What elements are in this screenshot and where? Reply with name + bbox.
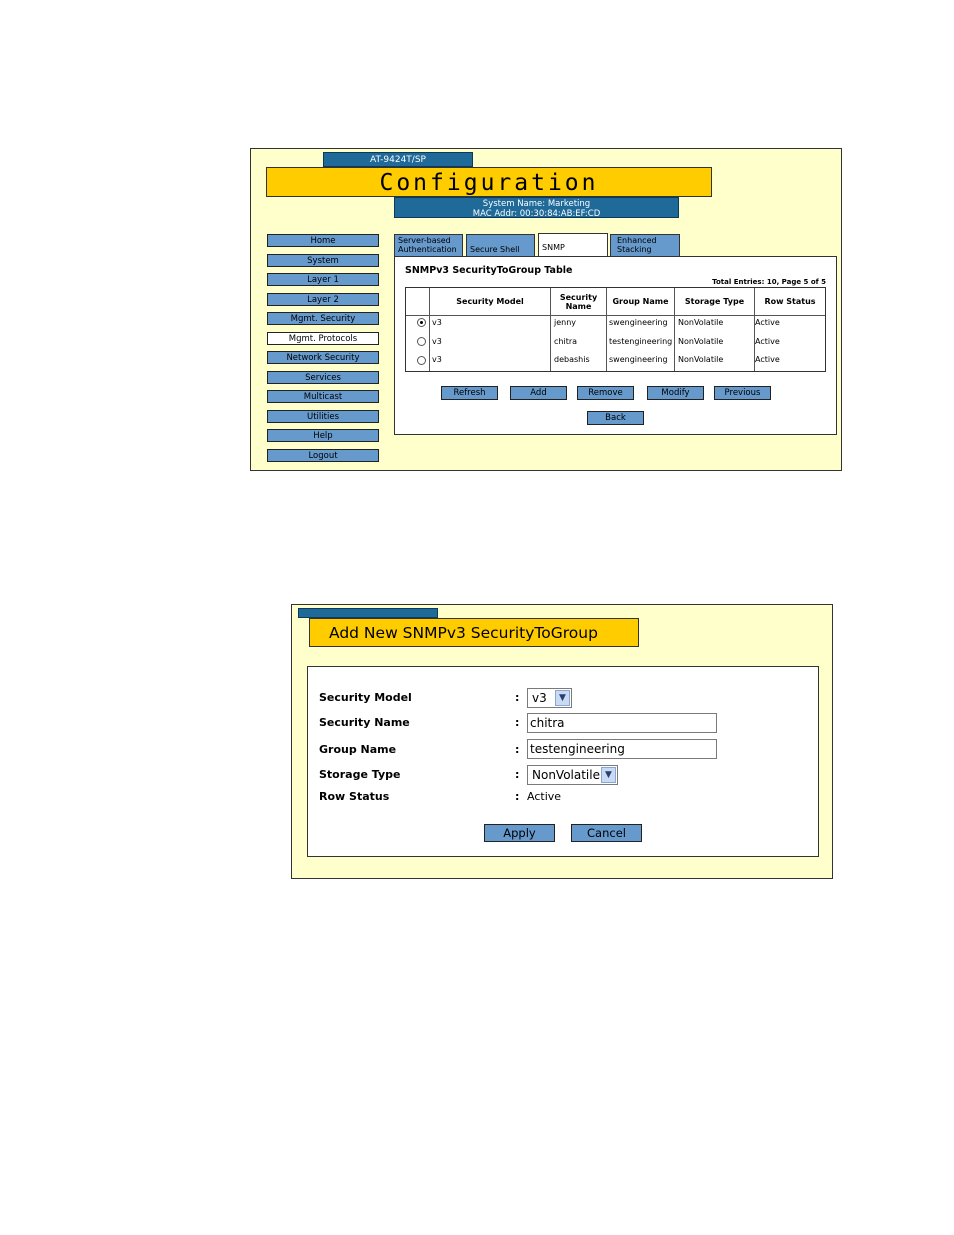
nav-utilities[interactable]: Utilities bbox=[267, 410, 379, 423]
nav-layer2[interactable]: Layer 2 bbox=[267, 293, 379, 306]
storage-type-select[interactable] bbox=[527, 765, 618, 785]
back-button[interactable]: Back bbox=[587, 411, 644, 425]
storage-type-value: NonVolatile bbox=[532, 768, 600, 782]
row-status-label: Row Status bbox=[319, 790, 390, 803]
nav-system[interactable]: System bbox=[267, 254, 379, 267]
tab-label-line1 bbox=[470, 236, 531, 245]
row-status-value: Active bbox=[527, 790, 562, 803]
tab-label-line1: SNMP bbox=[542, 243, 565, 252]
nav-home[interactable]: Home bbox=[267, 234, 379, 247]
col-security-name bbox=[551, 288, 606, 315]
cell-group: swengineering bbox=[609, 355, 668, 364]
nav-services[interactable]: Services bbox=[267, 371, 379, 384]
modify-button[interactable]: Modify bbox=[647, 386, 704, 400]
security-to-group-table bbox=[405, 287, 826, 372]
table-title: SNMPv3 SecurityToGroup Table bbox=[405, 265, 573, 276]
cell-status: Active bbox=[755, 337, 780, 346]
security-name-input[interactable]: chitra bbox=[527, 713, 717, 733]
row-select-radio[interactable] bbox=[417, 337, 426, 346]
tab-snmp[interactable] bbox=[538, 233, 608, 257]
cell-model: v3 bbox=[432, 355, 442, 364]
colon: : bbox=[515, 790, 520, 803]
colon: : bbox=[515, 691, 520, 704]
form-title: Add New SNMPv3 SecurityToGroup bbox=[309, 618, 639, 647]
header-stripe bbox=[298, 608, 438, 618]
tab-secure-shell[interactable] bbox=[466, 234, 535, 256]
tab-enhanced-stacking[interactable] bbox=[610, 234, 680, 256]
tab-label-line1: Server-based bbox=[398, 236, 451, 245]
remove-button[interactable]: Remove bbox=[577, 386, 634, 400]
cell-name: debashis bbox=[554, 355, 590, 364]
colon: : bbox=[515, 716, 520, 729]
col-security-name-line1: Security bbox=[559, 292, 598, 302]
cell-storage: NonVolatile bbox=[678, 355, 724, 364]
col-storage-type: Storage Type bbox=[684, 297, 745, 306]
row-select-radio[interactable] bbox=[417, 356, 426, 365]
storage-type-label: Storage Type bbox=[319, 768, 401, 781]
security-name-label: Security Name bbox=[319, 716, 410, 729]
security-model-label: Security Model bbox=[319, 691, 412, 704]
mac-address: MAC Addr: 00:30:84:AB:EF:CD bbox=[472, 209, 601, 219]
colon: : bbox=[515, 768, 520, 781]
cell-model: v3 bbox=[432, 318, 442, 327]
cell-name: chitra bbox=[554, 337, 578, 346]
group-name-label: Group Name bbox=[319, 743, 397, 756]
row-select-radio[interactable] bbox=[417, 318, 426, 327]
security-model-value: v3 bbox=[532, 691, 547, 705]
nav-mgmt-protocols[interactable]: Mgmt. Protocols bbox=[267, 332, 379, 345]
tab-server-based-auth[interactable] bbox=[394, 234, 463, 256]
cell-group: swengineering bbox=[609, 318, 668, 327]
nav-help[interactable]: Help bbox=[267, 429, 379, 442]
page-title: Configuration bbox=[266, 167, 712, 197]
cell-group: testengineering bbox=[609, 337, 673, 346]
security-model-select[interactable] bbox=[527, 688, 572, 708]
system-name: System Name: Marketing bbox=[482, 199, 591, 209]
previous-button[interactable]: Previous bbox=[714, 386, 771, 400]
colon: : bbox=[515, 743, 520, 756]
device-model-tab: AT-9424T/SP bbox=[323, 152, 473, 167]
col-group-name: Group Name bbox=[612, 297, 669, 306]
cell-name: jenny bbox=[554, 318, 577, 327]
tab-label-line2: Secure Shell bbox=[470, 245, 520, 254]
table-entry-count: Total Entries: 10, Page 5 of 5 bbox=[712, 278, 826, 286]
chevron-down-icon[interactable]: ▼ bbox=[555, 690, 570, 706]
nav-mgmt-security[interactable]: Mgmt. Security bbox=[267, 312, 379, 325]
tab-label-line1: Enhanced bbox=[617, 236, 657, 245]
nav-layer1[interactable]: Layer 1 bbox=[267, 273, 379, 286]
apply-button[interactable]: Apply bbox=[484, 824, 555, 842]
refresh-button[interactable]: Refresh bbox=[441, 386, 498, 400]
system-info-bar bbox=[394, 197, 679, 218]
col-row-status: Row Status bbox=[764, 297, 816, 306]
cell-storage: NonVolatile bbox=[678, 337, 724, 346]
col-security-model: Security Model bbox=[456, 297, 524, 306]
tab-label-line2: Authentication bbox=[398, 245, 457, 254]
cell-model: v3 bbox=[432, 337, 442, 346]
cell-status: Active bbox=[755, 355, 780, 364]
cell-status: Active bbox=[755, 318, 780, 327]
cell-storage: NonVolatile bbox=[678, 318, 724, 327]
nav-multicast[interactable]: Multicast bbox=[267, 390, 379, 403]
col-security-name-line2: Name bbox=[565, 301, 592, 311]
chevron-down-icon[interactable]: ▼ bbox=[601, 767, 616, 783]
nav-logout[interactable]: Logout bbox=[267, 449, 379, 462]
cancel-button[interactable]: Cancel bbox=[571, 824, 642, 842]
add-button[interactable]: Add bbox=[510, 386, 567, 400]
nav-network-security[interactable]: Network Security bbox=[267, 351, 379, 364]
tab-label-line2: Stacking bbox=[617, 245, 652, 254]
group-name-input[interactable]: testengineering bbox=[527, 739, 717, 759]
